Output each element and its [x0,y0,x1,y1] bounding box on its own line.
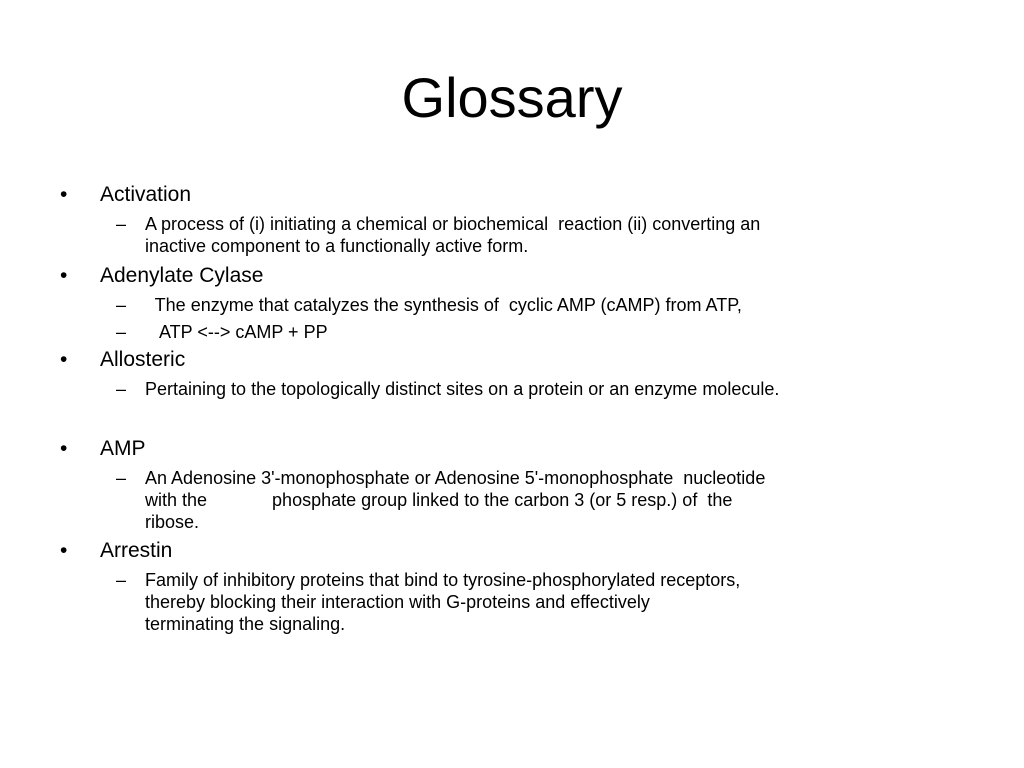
term-amp [60,436,146,462]
term-arrestin [60,538,172,564]
definition-line: Pertaining to the topologically distinct sites on a protein or an enzyme molecule. [145,379,780,399]
term-activation [60,182,191,208]
dash-icon: – [116,295,127,315]
definition-line: thereby blocking their interaction with G-proteins and effectively [145,592,650,612]
term-allosteric [60,347,185,373]
definition-line: inactive component to a functionally active form. [145,236,529,256]
dash-icon: – [116,214,127,234]
definition-text [145,213,760,257]
dash-icon: – [116,570,127,590]
definition-text [145,294,742,316]
definition-line: ribose. [145,512,200,532]
definition-line: Family of inhibitory proteins that bind to tyrosine-phosphorylated receptors, [145,570,741,590]
definition-line: with the phosphate group linked to the carbon 3 (or 5 resp.) of the [145,490,733,510]
dash-icon: – [116,379,127,399]
definition-text [145,467,765,533]
definition-line: terminating the signaling. [145,614,346,634]
definition-text [145,378,779,400]
bullet-icon: • [60,183,68,206]
definition-line: The enzyme that catalyzes the synthesis of cyclic AMP (cAMP) from ATP, [145,295,742,315]
term-label: AMP [100,437,146,460]
bullet-icon: • [60,437,68,460]
definition-line: ATP <--> cAMP + PP [145,322,328,342]
definition-text [145,569,740,635]
term-adenylate-cylase [60,263,263,289]
term-label: Adenylate Cylase [100,264,264,287]
bullet-icon: • [60,539,68,562]
definition-line: A process of (i) initiating a chemical or biochemical reaction (ii) converting an [145,214,761,234]
dash-icon: – [116,322,127,342]
bullet-icon: • [60,264,68,287]
slide-title: Glossary [401,66,623,129]
term-label: Allosteric [100,348,186,371]
term-label: Arrestin [100,539,173,562]
dash-icon: – [116,468,127,488]
definition-line: An Adenosine 3'-monophosphate or Adenosine 5'-monophosphate nucleotide [145,468,766,488]
bullet-icon: • [60,348,68,371]
definition-text [145,321,328,343]
term-label: Activation [100,183,192,206]
